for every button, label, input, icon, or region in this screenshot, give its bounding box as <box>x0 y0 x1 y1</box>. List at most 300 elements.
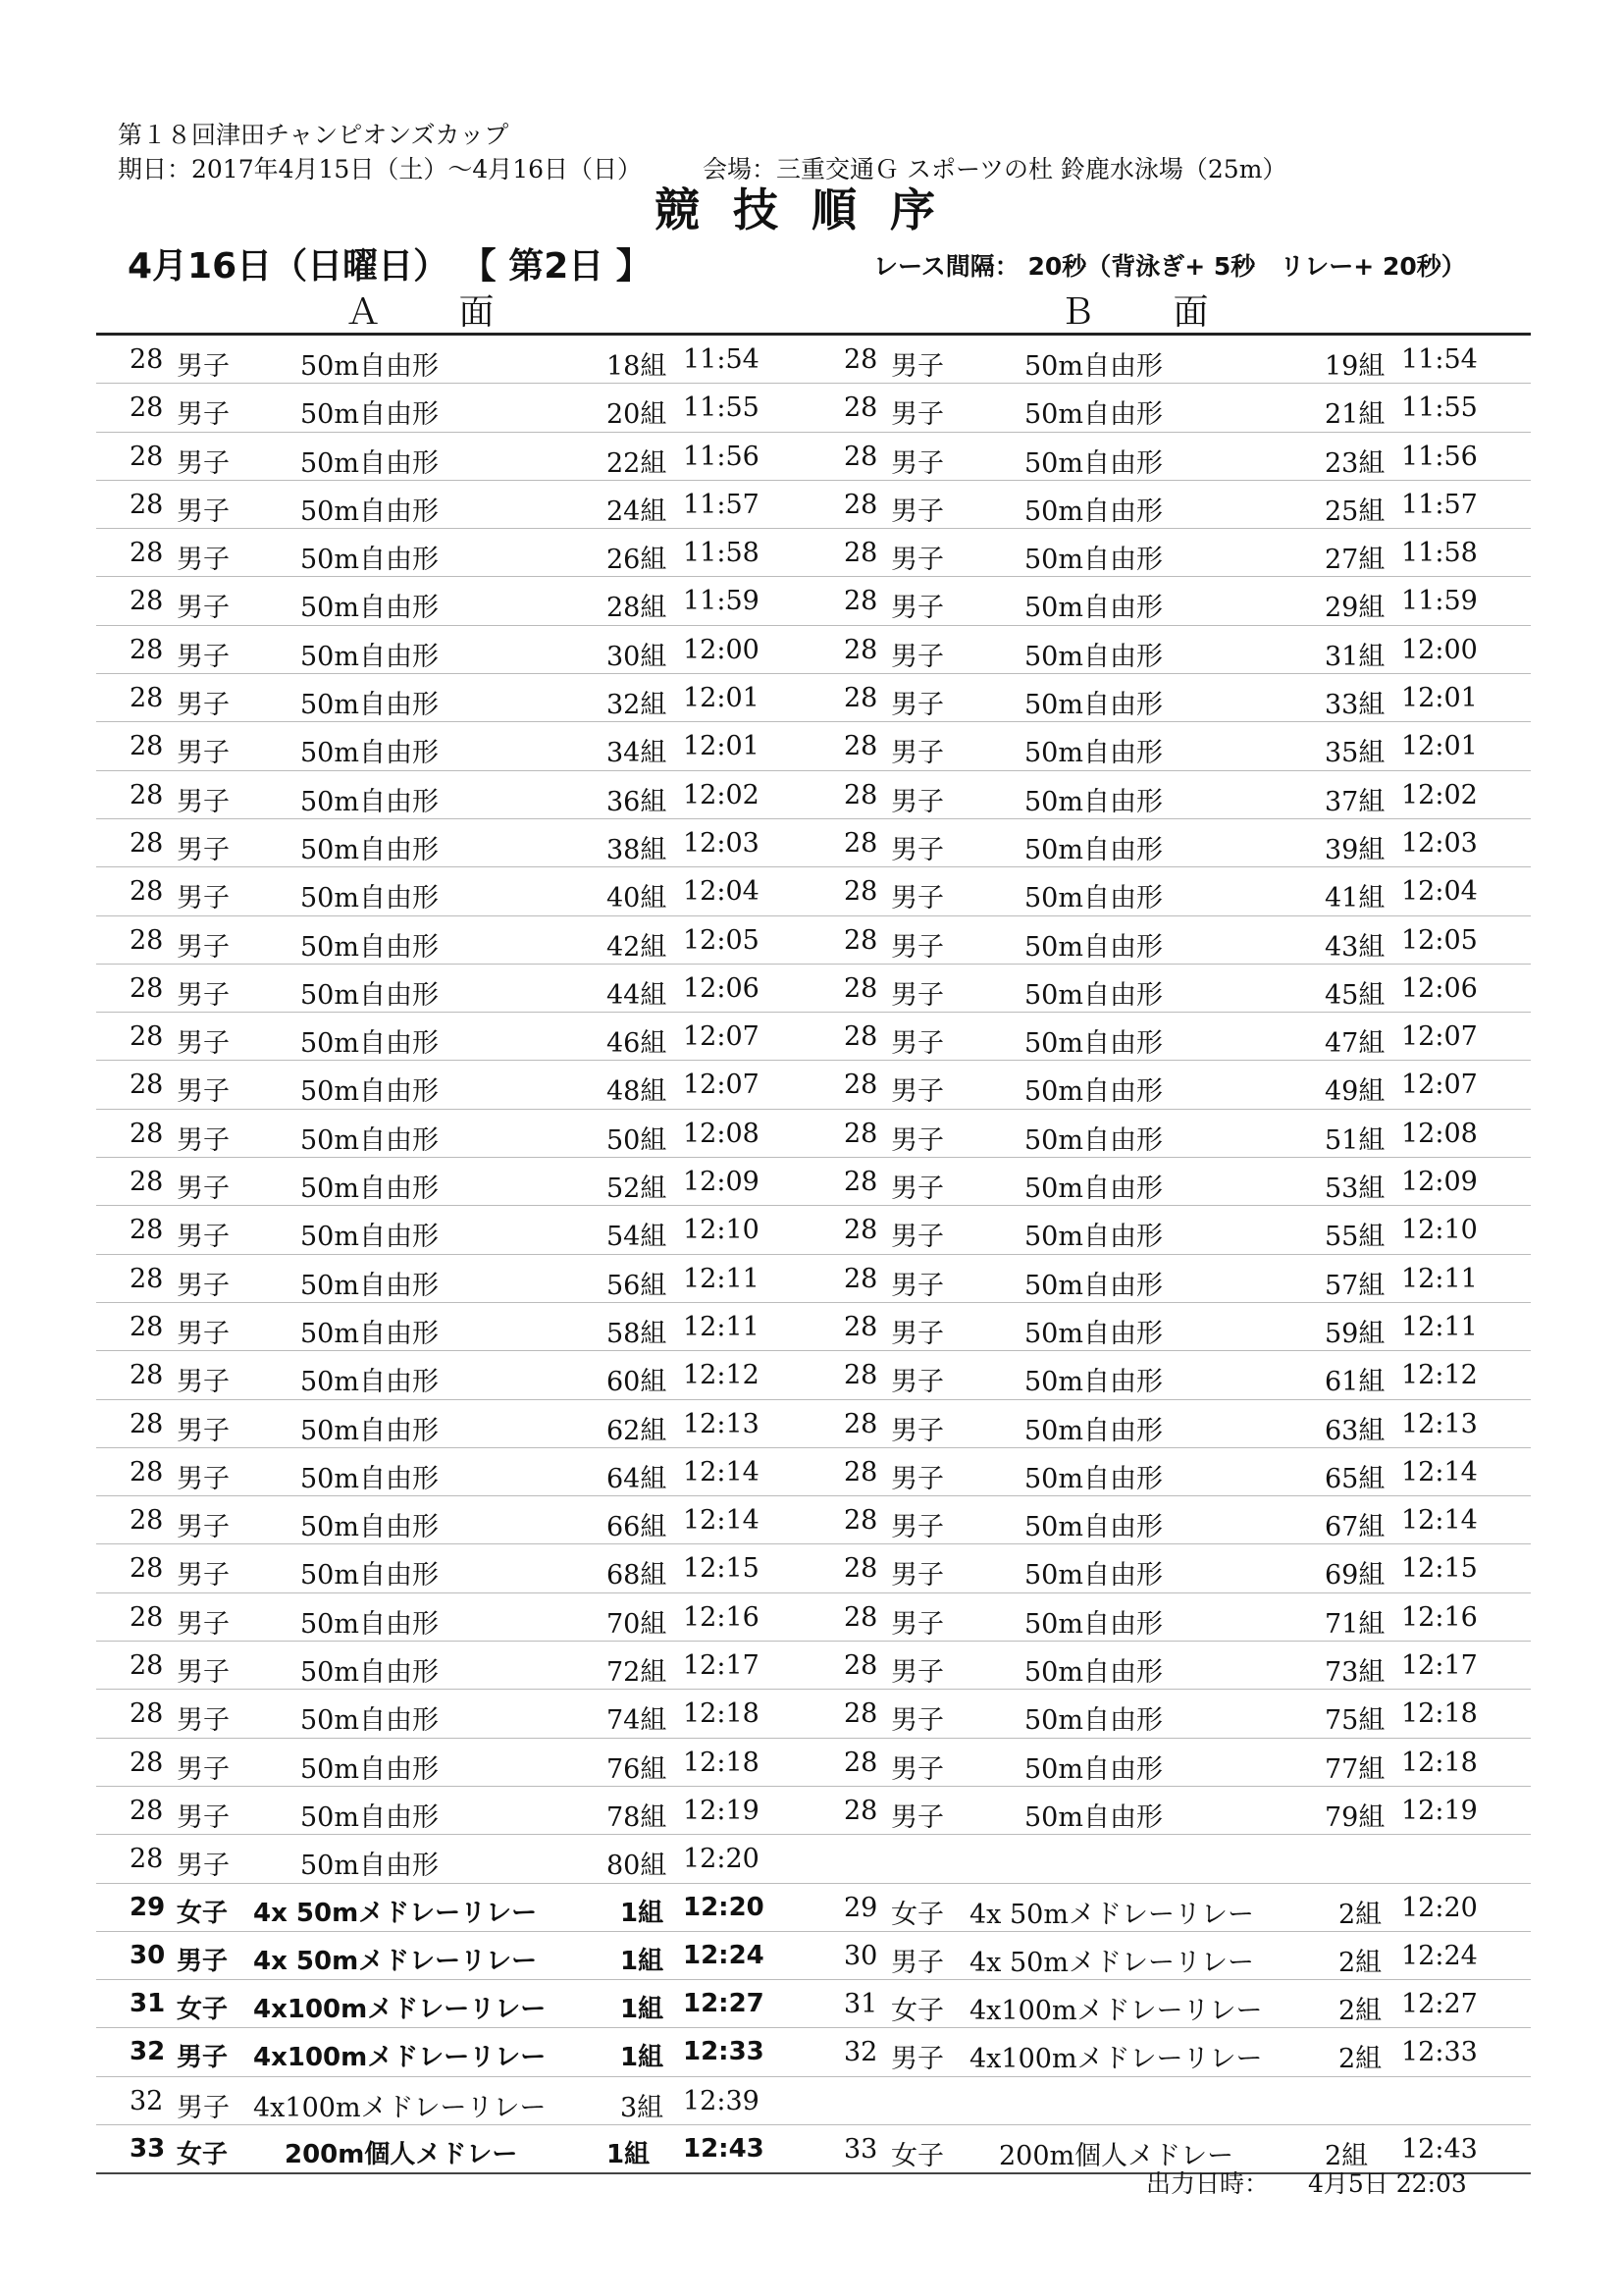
side-b-no: 28 <box>844 924 878 956</box>
side-a-no: 28 <box>130 876 164 908</box>
side-a-sex: 男子 <box>177 593 230 624</box>
meet-title: 第１８回津田チャンピオンズカップ <box>118 121 509 149</box>
table-row <box>96 1400 1531 1448</box>
side-b-sex: 男子 <box>891 641 944 672</box>
side-a-group: 28組 <box>606 593 667 624</box>
side-b-no: 29 <box>844 1892 878 1923</box>
side-a-no: 33 <box>130 2133 166 2164</box>
side-b-event: 50m自由形 <box>1024 979 1163 1011</box>
schedule-table <box>96 336 1531 2174</box>
side-a-sex: 男子 <box>177 1512 230 1543</box>
side-b-event: 50m自由形 <box>1024 834 1163 865</box>
side-b-time: 12:02 <box>1401 779 1478 810</box>
side-b-time: 12:24 <box>1401 1940 1478 1971</box>
side-a-sex: 男子 <box>177 931 230 963</box>
side-b-event: 200m個人メドレー <box>999 2140 1234 2171</box>
side-b-time: 12:05 <box>1401 924 1478 956</box>
table-row <box>96 2077 1531 2125</box>
side-a-sex: 男子 <box>177 1318 230 1349</box>
side-b-event: 50m自由形 <box>1024 738 1163 769</box>
side-b-sex: 男子 <box>891 593 944 624</box>
side-b-group: 61組 <box>1325 1367 1386 1398</box>
table-row <box>96 2028 1531 2076</box>
side-b-group: 59組 <box>1325 1318 1386 1349</box>
side-a-time: 12:08 <box>683 1118 759 1149</box>
side-a-group: 38組 <box>606 834 667 865</box>
side-a-no: 28 <box>130 1360 164 1391</box>
side-b-group: 79組 <box>1325 1801 1386 1833</box>
side-b-no: 28 <box>844 489 878 520</box>
side-a-time: 11:55 <box>683 392 759 424</box>
side-a-time: 12:07 <box>683 1070 759 1101</box>
side-a-sex: 男子 <box>177 786 230 817</box>
side-b-group: 55組 <box>1325 1222 1386 1253</box>
side-a-event: 50m自由形 <box>300 931 439 963</box>
side-b-group: 39組 <box>1325 834 1386 865</box>
race-interval: レース間隔： 20秒（背泳ぎ+ 5秒 リレー+ 20秒） <box>873 252 1466 281</box>
side-a-time: 12:39 <box>683 2085 759 2116</box>
side-a-time: 12:27 <box>683 1989 764 2019</box>
side-a-event: 4x100mメドレーリレー <box>253 2092 547 2123</box>
side-a-event: 50m自由形 <box>300 690 439 721</box>
side-b-time: 12:00 <box>1401 634 1478 665</box>
table-row <box>96 722 1531 770</box>
side-a-group: 42組 <box>606 931 667 963</box>
side-b-no: 28 <box>844 1311 878 1342</box>
side-b-group: 25組 <box>1325 496 1386 527</box>
side-a-event: 50m自由形 <box>300 1753 439 1785</box>
table-row <box>96 1158 1531 1206</box>
side-a-time: 12:09 <box>683 1167 759 1198</box>
side-b-group: 53組 <box>1325 1174 1386 1205</box>
side-a-sex: 男子 <box>177 1801 230 1833</box>
side-a-event: 50m自由形 <box>300 834 439 865</box>
side-b-event: 4x 50mメドレーリレー <box>969 1947 1254 1978</box>
side-b-event: 50m自由形 <box>1024 1512 1163 1543</box>
side-b-time: 12:01 <box>1401 683 1478 714</box>
side-a-no: 29 <box>130 1892 166 1922</box>
side-b-event: 4x 50mメドレーリレー <box>969 1899 1254 1930</box>
side-a-event: 50m自由形 <box>300 1367 439 1398</box>
table-row <box>96 916 1531 965</box>
side-a-sex: 男子 <box>177 1270 230 1301</box>
side-b-event: 50m自由形 <box>1024 690 1163 721</box>
side-b-event: 50m自由形 <box>1024 593 1163 624</box>
side-a-sex: 男子 <box>177 738 230 769</box>
side-b-event: 50m自由形 <box>1024 1124 1163 1156</box>
side-b-no: 28 <box>844 1360 878 1391</box>
side-a-sex: 男子 <box>177 2043 229 2073</box>
table-row <box>96 384 1531 432</box>
side-a-event: 50m自由形 <box>300 1415 439 1446</box>
table-row <box>96 819 1531 867</box>
side-a-no: 28 <box>130 1553 164 1585</box>
side-b-no: 28 <box>844 1505 878 1537</box>
side-a-event: 50m自由形 <box>300 1318 439 1349</box>
side-a-time: 12:43 <box>683 2133 764 2164</box>
side-b-time: 11:56 <box>1401 441 1478 472</box>
side-b-no: 28 <box>844 1601 878 1633</box>
side-a-time: 11:56 <box>683 441 759 472</box>
side-a-group: 1組 <box>620 1946 664 1976</box>
side-a-group: 34組 <box>606 738 667 769</box>
side-b-no: 28 <box>844 1070 878 1101</box>
side-b-no: 28 <box>844 1456 878 1487</box>
side-a-no: 28 <box>130 1215 164 1246</box>
side-b-event: 50m自由形 <box>1024 1463 1163 1494</box>
side-a-time: 11:57 <box>683 489 759 520</box>
side-a-time: 12:06 <box>683 972 759 1004</box>
side-a-time: 12:20 <box>683 1844 759 1875</box>
side-a-no: 28 <box>130 1408 164 1439</box>
side-b-time: 12:07 <box>1401 1070 1478 1101</box>
side-b-sex: 男子 <box>891 1512 944 1543</box>
table-row <box>96 674 1531 722</box>
side-a-no: 28 <box>130 1021 164 1053</box>
side-b-group: 27組 <box>1325 545 1386 576</box>
side-b-group: 57組 <box>1325 1270 1386 1301</box>
side-a-no: 32 <box>130 2037 166 2067</box>
side-a-time: 12:14 <box>683 1456 759 1487</box>
side-b-event: 50m自由形 <box>1024 1270 1163 1301</box>
side-b-time: 12:06 <box>1401 972 1478 1004</box>
side-b-group: 21組 <box>1325 399 1386 431</box>
side-b-time: 11:58 <box>1401 538 1478 569</box>
side-a-sex: 男子 <box>177 979 230 1011</box>
side-b-event: 50m自由形 <box>1024 1415 1163 1446</box>
side-a-sex: 男子 <box>177 2092 230 2123</box>
side-b-sex: 男子 <box>891 1028 944 1060</box>
day-heading: 4月16日（日曜日） 【 第2日 】 <box>128 246 652 287</box>
side-b-no: 32 <box>844 2037 878 2068</box>
side-a-time: 12:11 <box>683 1263 759 1294</box>
side-b-sex: 男子 <box>891 1318 944 1349</box>
side-a-event: 50m自由形 <box>300 1270 439 1301</box>
side-a-no: 28 <box>130 1167 164 1198</box>
side-a-sex: 男子 <box>177 351 230 382</box>
table-row <box>96 626 1531 674</box>
side-b-no: 28 <box>844 1167 878 1198</box>
table-row <box>96 1013 1531 1061</box>
side-b-group: 2組 <box>1338 1899 1383 1930</box>
side-a-time: 12:18 <box>683 1747 759 1778</box>
side-a-time: 12:07 <box>683 1021 759 1053</box>
side-a-sex: 女子 <box>177 2139 229 2169</box>
side-a-event: 50m自由形 <box>300 1463 439 1494</box>
side-a-event: 50m自由形 <box>300 1512 439 1543</box>
side-b-group: 2組 <box>1338 1996 1383 2027</box>
side-a-event: 50m自由形 <box>300 1608 439 1640</box>
side-b-time: 12:03 <box>1401 827 1478 859</box>
side-b-group: 2組 <box>1338 2044 1383 2075</box>
side-b-sex: 男子 <box>891 447 944 479</box>
side-a-no: 28 <box>130 827 164 859</box>
side-b-event: 50m自由形 <box>1024 1367 1163 1398</box>
side-b-event: 50m自由形 <box>1024 1076 1163 1108</box>
side-b-time: 12:18 <box>1401 1747 1478 1778</box>
table-row <box>96 1642 1531 1690</box>
side-a-sex: 男子 <box>177 883 230 914</box>
side-a-event: 4x 50mメドレーリレー <box>253 1898 538 1928</box>
side-a-time: 12:17 <box>683 1650 759 1682</box>
side-b-no: 33 <box>844 2133 878 2165</box>
side-a-sex: 男子 <box>177 1946 229 1976</box>
side-b-no: 28 <box>844 586 878 617</box>
side-b-time: 12:07 <box>1401 1021 1478 1053</box>
side-b-group: 67組 <box>1325 1512 1386 1543</box>
side-b-no: 28 <box>844 1553 878 1585</box>
side-a-group: 80組 <box>606 1851 667 1882</box>
side-a-event: 50m自由形 <box>300 641 439 672</box>
side-a-sex: 男子 <box>177 1657 230 1689</box>
side-a-event: 50m自由形 <box>300 1657 439 1689</box>
side-a-no: 28 <box>130 1070 164 1101</box>
side-a-no: 28 <box>130 1698 164 1730</box>
table-row <box>96 1061 1531 1109</box>
side-b-sex: 男子 <box>891 738 944 769</box>
side-b-time: 11:57 <box>1401 489 1478 520</box>
side-a-sex: 男子 <box>177 1415 230 1446</box>
side-b-sex: 男子 <box>891 1705 944 1737</box>
table-row <box>96 771 1531 819</box>
table-row <box>96 867 1531 915</box>
side-a-time: 11:54 <box>683 344 759 375</box>
side-b-sex: 男子 <box>891 786 944 817</box>
side-b-sex: 男子 <box>891 1367 944 1398</box>
side-b-time: 12:19 <box>1401 1795 1478 1826</box>
side-b-time: 12:11 <box>1401 1263 1478 1294</box>
side-a-group: 40組 <box>606 883 667 914</box>
side-a-no: 28 <box>130 1650 164 1682</box>
table-row <box>96 1835 1531 1883</box>
side-b-time: 12:14 <box>1401 1505 1478 1537</box>
side-b-group: 47組 <box>1325 1028 1386 1060</box>
side-a-group: 1組 <box>620 1898 664 1928</box>
side-a-event: 50m自由形 <box>300 1705 439 1737</box>
side-b-event: 50m自由形 <box>1024 1028 1163 1060</box>
side-b-time: 12:14 <box>1401 1456 1478 1487</box>
side-b-group: 71組 <box>1325 1608 1386 1640</box>
side-a-group: 66組 <box>606 1512 667 1543</box>
side-a-no: 28 <box>130 538 164 569</box>
side-b-no: 28 <box>844 1263 878 1294</box>
side-a-group: 20組 <box>606 399 667 431</box>
side-a-time: 12:33 <box>683 2037 764 2067</box>
side-b-no: 28 <box>844 441 878 472</box>
side-a-group: 46組 <box>606 1028 667 1060</box>
side-b-event: 50m自由形 <box>1024 883 1163 914</box>
side-a-event: 50m自由形 <box>300 447 439 479</box>
side-b-no: 28 <box>844 1795 878 1826</box>
side-b-group: 2組 <box>1325 2140 1369 2171</box>
side-b-event: 50m自由形 <box>1024 1657 1163 1689</box>
table-row <box>96 1496 1531 1544</box>
side-b-sex: 男子 <box>891 1608 944 1640</box>
side-a-time: 12:01 <box>683 731 759 762</box>
side-a-time: 12:11 <box>683 1311 759 1342</box>
side-b-time: 12:27 <box>1401 1989 1478 2020</box>
side-a-sex: 男子 <box>177 545 230 576</box>
side-a-no: 28 <box>130 779 164 810</box>
side-b-event: 50m自由形 <box>1024 1801 1163 1833</box>
side-a-time: 12:00 <box>683 634 759 665</box>
side-b-group: 45組 <box>1325 979 1386 1011</box>
side-a-event: 50m自由形 <box>300 1222 439 1253</box>
side-a-sex: 男子 <box>177 1560 230 1592</box>
side-a-time: 12:02 <box>683 779 759 810</box>
output-timestamp-label: 出力日時： <box>1146 2169 1270 2198</box>
side-b-time: 12:20 <box>1401 1892 1478 1923</box>
side-a-time: 12:15 <box>683 1553 759 1585</box>
table-row <box>96 577 1531 625</box>
side-a-time: 12:14 <box>683 1505 759 1537</box>
side-b-no: 28 <box>844 972 878 1004</box>
side-a-no: 28 <box>130 1601 164 1633</box>
side-a-event: 50m自由形 <box>300 1174 439 1205</box>
side-a-group: 44組 <box>606 979 667 1011</box>
side-a-no: 28 <box>130 1456 164 1487</box>
table-row <box>96 1303 1531 1351</box>
side-a-event: 4x 50mメドレーリレー <box>253 1946 538 1976</box>
side-b-sex: 男子 <box>891 1560 944 1592</box>
side-b-sex: 男子 <box>891 1270 944 1301</box>
side-b-group: 19組 <box>1325 351 1386 382</box>
side-b-event: 50m自由形 <box>1024 496 1163 527</box>
side-a-event: 50m自由形 <box>300 399 439 431</box>
side-a-group: 60組 <box>606 1367 667 1398</box>
side-a-event: 50m自由形 <box>300 593 439 624</box>
side-b-time: 12:01 <box>1401 731 1478 762</box>
side-a-time: 12:04 <box>683 876 759 908</box>
side-b-no: 28 <box>844 634 878 665</box>
side-a-group: 1組 <box>620 1995 664 2025</box>
side-a-group: 70組 <box>606 1608 667 1640</box>
side-b-event: 50m自由形 <box>1024 641 1163 672</box>
side-a-no: 28 <box>130 731 164 762</box>
side-b-event: 50m自由形 <box>1024 1705 1163 1737</box>
table-row <box>96 1448 1531 1496</box>
side-b-event: 50m自由形 <box>1024 1222 1163 1253</box>
side-a-group: 1組 <box>606 2139 651 2169</box>
side-a-time: 12:20 <box>683 1892 764 1922</box>
side-b-group: 31組 <box>1325 641 1386 672</box>
table-row <box>96 1980 1531 2028</box>
side-a-group: 64組 <box>606 1463 667 1494</box>
side-a-no: 28 <box>130 924 164 956</box>
side-a-group: 62組 <box>606 1415 667 1446</box>
side-a-sex: 男子 <box>177 1028 230 1060</box>
side-b-no: 28 <box>844 538 878 569</box>
output-timestamp-value: 4月5日 22:03 <box>1308 2169 1467 2198</box>
side-a-group: 30組 <box>606 641 667 672</box>
side-a-sex: 男子 <box>177 1705 230 1737</box>
side-b-time: 11:59 <box>1401 586 1478 617</box>
side-b-no: 28 <box>844 731 878 762</box>
side-b-time: 12:33 <box>1401 2037 1478 2068</box>
side-a-sex: 男子 <box>177 1851 230 1882</box>
side-a-time: 12:16 <box>683 1601 759 1633</box>
table-row <box>96 1690 1531 1738</box>
side-a-no: 28 <box>130 344 164 375</box>
side-b-no: 28 <box>844 779 878 810</box>
side-b-time: 12:18 <box>1401 1698 1478 1730</box>
side-b-sex: 男子 <box>891 496 944 527</box>
side-a-sex: 男子 <box>177 447 230 479</box>
side-a-group: 54組 <box>606 1222 667 1253</box>
side-a-no: 28 <box>130 1795 164 1826</box>
side-a-event: 50m自由形 <box>300 1801 439 1833</box>
side-b-sex: 男子 <box>891 1463 944 1494</box>
side-a-group: 76組 <box>606 1753 667 1785</box>
side-b-no: 28 <box>844 1747 878 1778</box>
side-a-heading: Ａ 面 <box>345 292 528 333</box>
side-b-no: 30 <box>844 1940 878 1971</box>
side-a-group: 3組 <box>620 2092 664 2123</box>
table-row <box>96 481 1531 529</box>
side-a-group: 48組 <box>606 1076 667 1108</box>
side-a-time: 11:59 <box>683 586 759 617</box>
side-b-no: 28 <box>844 876 878 908</box>
side-a-event: 50m自由形 <box>300 1124 439 1156</box>
side-b-sex: 男子 <box>891 1753 944 1785</box>
table-row <box>96 965 1531 1013</box>
side-a-group: 78組 <box>606 1801 667 1833</box>
side-a-event: 50m自由形 <box>300 351 439 382</box>
side-b-group: 65組 <box>1325 1463 1386 1494</box>
side-b-group: 23組 <box>1325 447 1386 479</box>
side-a-sex: 男子 <box>177 1222 230 1253</box>
side-b-no: 28 <box>844 827 878 859</box>
side-a-group: 74組 <box>606 1705 667 1737</box>
document-title: 競技順序 <box>654 183 969 236</box>
side-a-group: 18組 <box>606 351 667 382</box>
side-b-event: 50m自由形 <box>1024 931 1163 963</box>
side-a-event: 50m自由形 <box>300 545 439 576</box>
meet-dates: 期日：2017年4月15日（土）～4月16日（日） <box>118 155 643 183</box>
side-a-group: 52組 <box>606 1174 667 1205</box>
side-a-time: 12:03 <box>683 827 759 859</box>
side-a-time: 11:58 <box>683 538 759 569</box>
side-a-event: 50m自由形 <box>300 1851 439 1882</box>
side-b-sex: 男子 <box>891 883 944 914</box>
side-b-group: 29組 <box>1325 593 1386 624</box>
side-b-time: 12:43 <box>1401 2133 1478 2165</box>
side-b-time: 12:15 <box>1401 1553 1478 1585</box>
table-row <box>96 1739 1531 1787</box>
side-b-sex: 男子 <box>891 979 944 1011</box>
side-a-no: 28 <box>130 392 164 424</box>
side-b-sex: 男子 <box>891 1076 944 1108</box>
side-a-sex: 男子 <box>177 1367 230 1398</box>
side-b-group: 75組 <box>1325 1705 1386 1737</box>
side-a-time: 12:13 <box>683 1408 759 1439</box>
side-a-no: 31 <box>130 1989 166 2019</box>
side-b-group: 43組 <box>1325 931 1386 963</box>
side-b-sex: 男子 <box>891 399 944 431</box>
side-b-sex: 男子 <box>891 1947 944 1978</box>
side-a-event: 50m自由形 <box>300 883 439 914</box>
side-a-time: 12:18 <box>683 1698 759 1730</box>
side-a-no: 28 <box>130 586 164 617</box>
side-b-sex: 男子 <box>891 1801 944 1833</box>
side-a-event: 4x100mメドレーリレー <box>253 2043 547 2073</box>
side-b-time: 11:55 <box>1401 392 1478 424</box>
table-row <box>96 1884 1531 1932</box>
side-b-group: 69組 <box>1325 1560 1386 1592</box>
side-a-time: 12:10 <box>683 1215 759 1246</box>
side-b-group: 35組 <box>1325 738 1386 769</box>
side-a-sex: 男子 <box>177 834 230 865</box>
